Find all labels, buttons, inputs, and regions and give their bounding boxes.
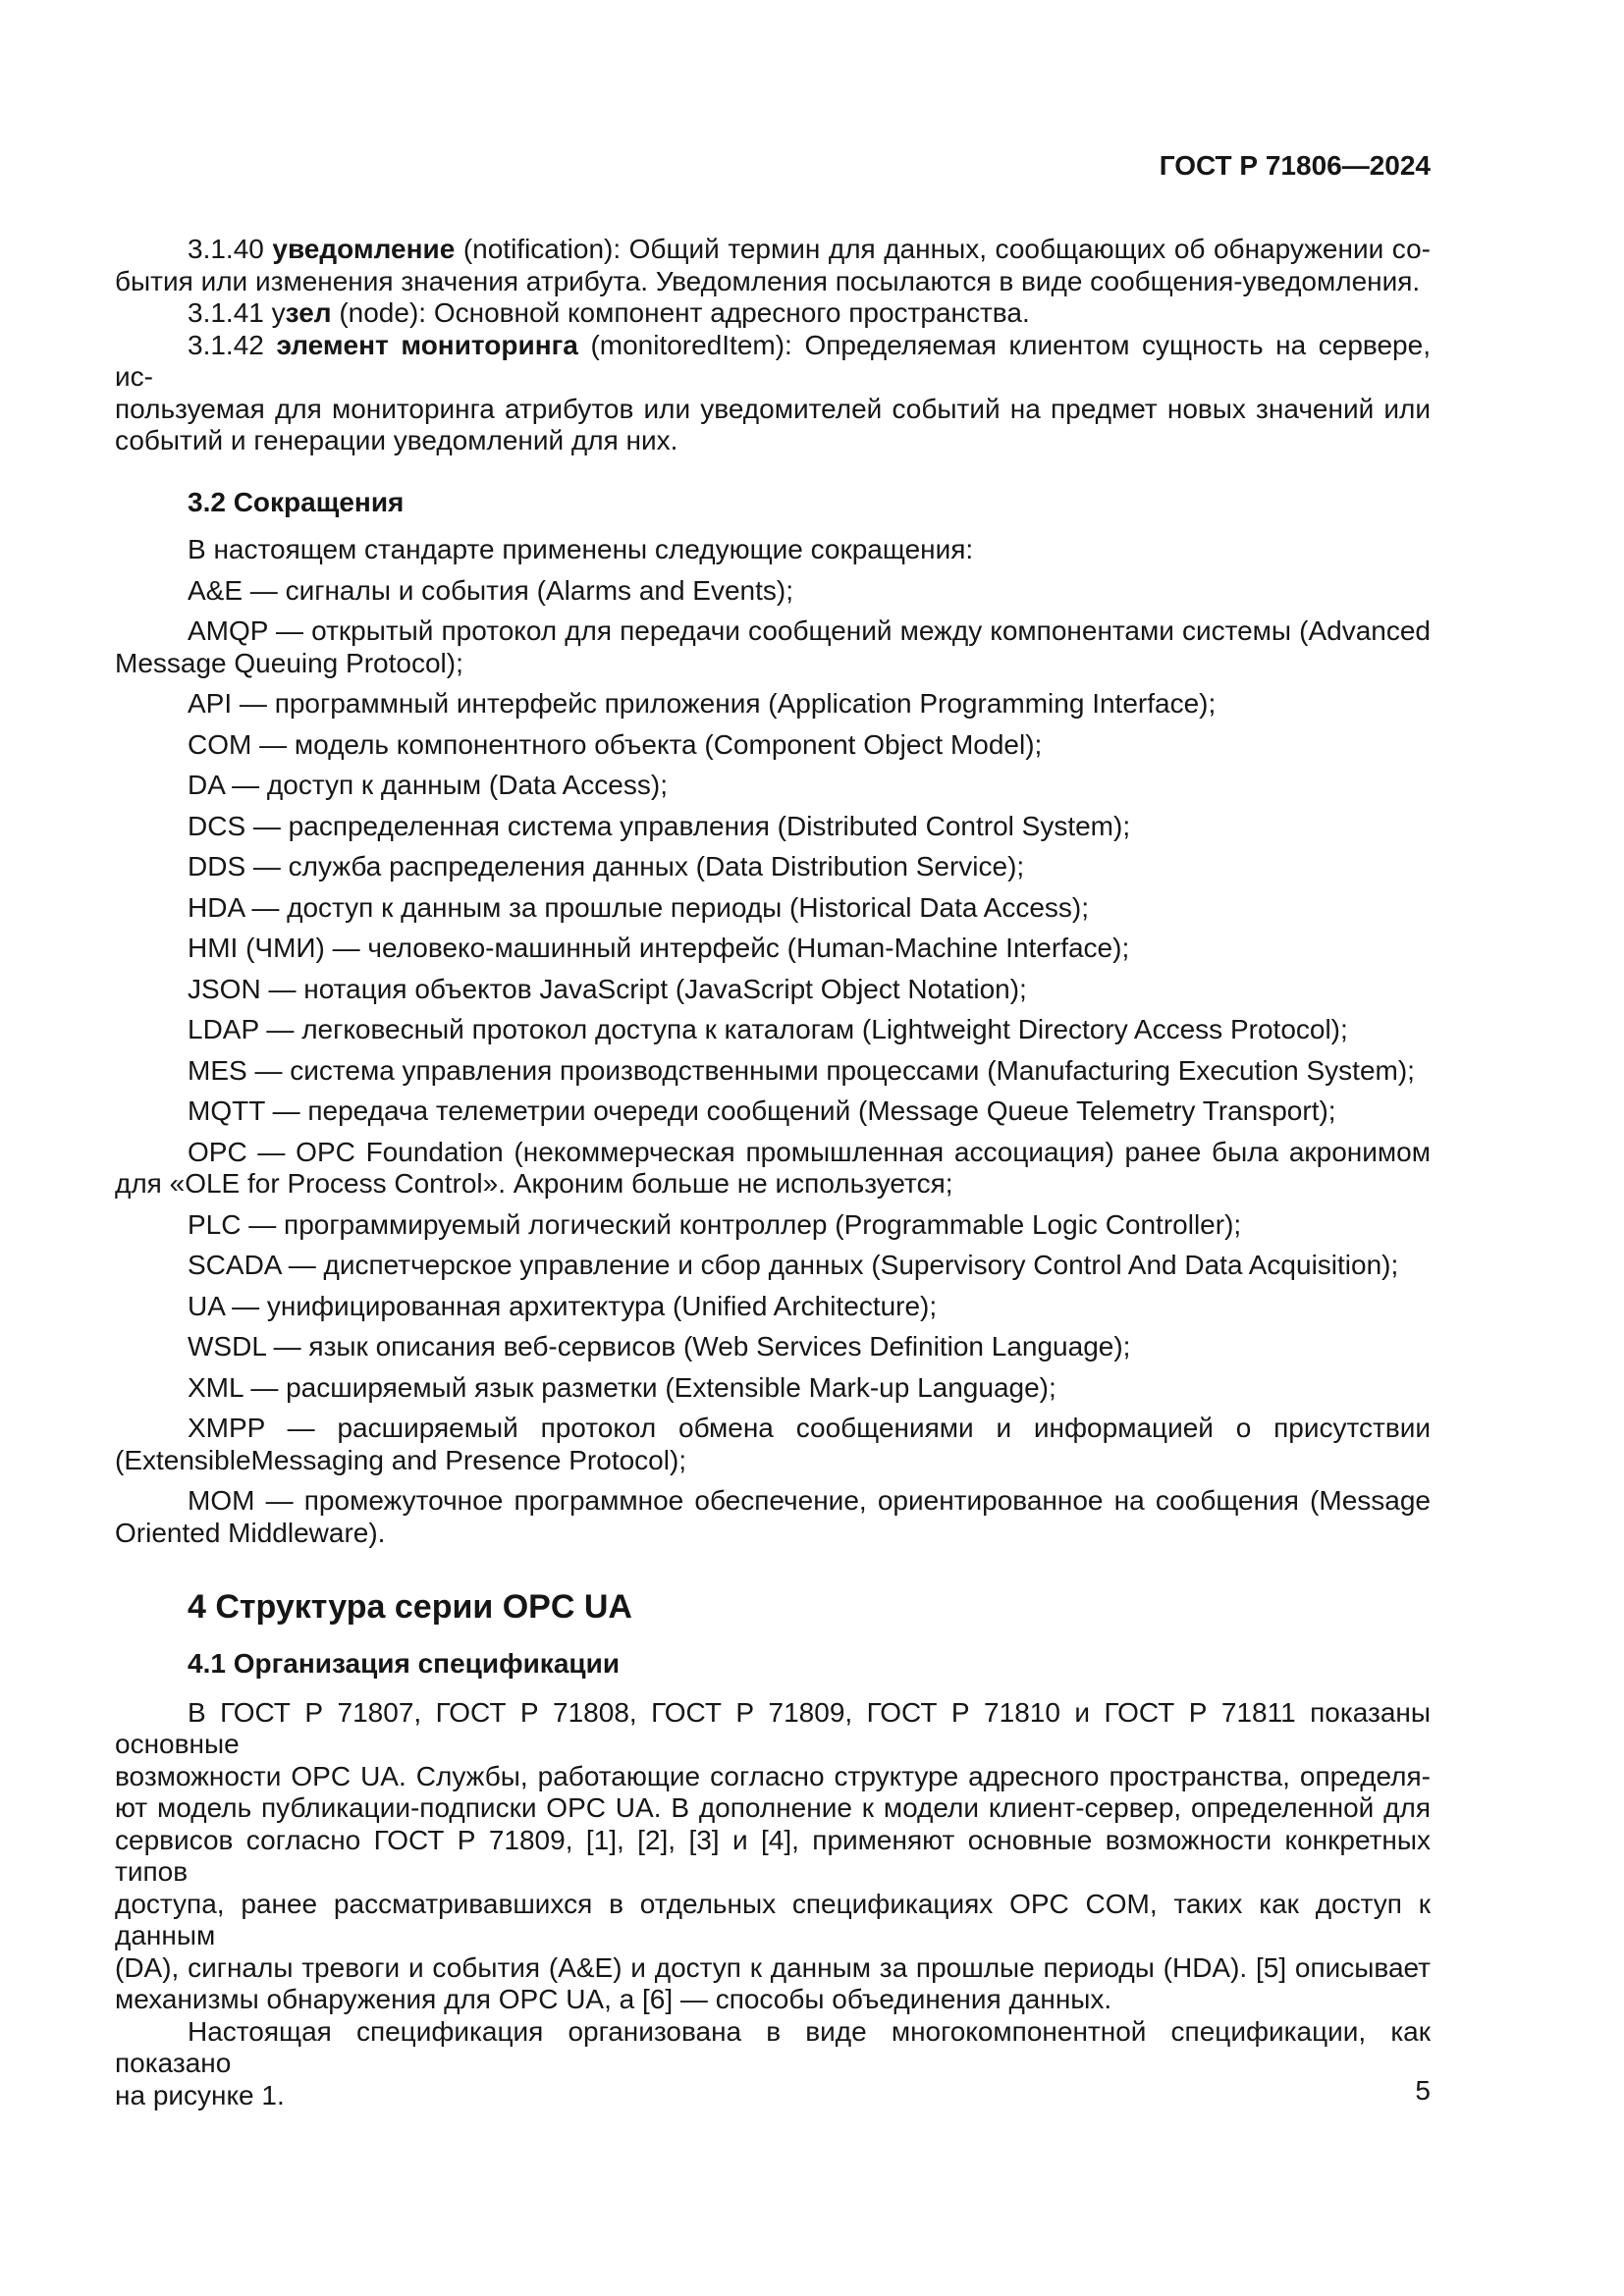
text-line: MES — система управления производственными процессами (Manufacturing Execution System);	[188, 1054, 1415, 1086]
text-line: DDS — служба распределения данных (Data Distribution Service);	[188, 851, 1025, 881]
text-line: MOM — промежуточное программное обеспечение, ориентированное на сообщения (Message	[188, 1485, 1431, 1516]
text-line: HDA — доступ к данным за прошлые периоды (Historical Data Access);	[188, 891, 1090, 923]
abbreviation-item-amqp	[115, 615, 1431, 679]
abbreviation-item-dcs	[115, 811, 1431, 843]
text-line: сервисов согласно ГОСТ Р 71809, [1], [2], [3] и [4], применяют основные возможности конкретных типов	[115, 1824, 1431, 1887]
abbreviation-item-xml	[115, 1372, 1431, 1405]
definition-3-1-42-monitored-item	[115, 330, 1431, 457]
text-line: ют модель публикации-подписки OPC UA. В дополнение к модели клиент-сервер, определенной для	[115, 1792, 1431, 1823]
abbreviation-item-scada	[115, 1250, 1431, 1282]
text-line: 3.1.41 узел (node): Основной компонент адресного пространства.	[188, 297, 1030, 328]
definition-3-1-40-notification	[115, 234, 1431, 297]
text-line: В настоящем стандарте применены следующие сокращения:	[188, 534, 974, 564]
text-line: (DA), сигналы тревоги и события (A&E) и доступ к данным за прошлые периоды (HDA). [5] описывает	[115, 1951, 1431, 1983]
text-line: DCS — распределенная система управления (Distributed Control System);	[188, 810, 1131, 841]
text-line: SCADA — диспетчерское управление и сбор данных (Supervisory Control And Data Acquisition);	[188, 1250, 1399, 1280]
text-line: Oriented Middleware).	[115, 1517, 386, 1548]
abbreviation-item-mom	[115, 1485, 1431, 1549]
abbreviation-item-mqtt	[115, 1095, 1431, 1128]
abbreviation-item-com	[115, 729, 1431, 762]
abbreviation-item-hda	[115, 892, 1431, 925]
text-line: UA — унифицированная архитектура (Unified Architecture);	[188, 1290, 938, 1321]
text-line: LDAP — легковесный протокол доступа к каталогам (Lightweight Directory Access Protocol);	[188, 1014, 1348, 1044]
text-line: возможности OPC UA. Службы, работающие согласно структуре адресного пространства, определя-	[115, 1760, 1431, 1791]
text-line: 3.1.40 уведомление (notification): Общий термин для данных, сообщающих об обнаружении со-	[188, 234, 1431, 264]
section-heading-4-opc-ua-series-structure: 4 Структура серии OPC UA	[188, 1588, 632, 1626]
text-line: API — программный интерфейс приложения (Application Programming Interface);	[188, 688, 1217, 719]
text-line: AMQP — открытый протокол для передачи сообщений между компонентами системы (Advanced	[188, 615, 1431, 646]
abbreviation-item-mes	[115, 1055, 1431, 1088]
abbreviation-item-hmi	[115, 933, 1431, 965]
text-line: PLC — программируемый логический контроллер (Programmable Logic Controller);	[188, 1208, 1242, 1240]
abbreviation-item-xmpp	[115, 1413, 1431, 1476]
text-line: OPC — OPC Foundation (некоммерческая промышленная ассоциация) ранее была акронимом	[188, 1136, 1431, 1167]
abbreviation-item-ldap	[115, 1014, 1431, 1046]
abbreviation-item-opc	[115, 1137, 1431, 1201]
section-heading-4-1-spec-organization: 4.1 Организация спецификации	[188, 1648, 621, 1679]
text-line: Message Queuing Protocol);	[115, 647, 463, 678]
text-line: на рисунке 1.	[115, 2079, 285, 2110]
text-line: XML — расширяемый язык разметки (Extensible Mark-up Language);	[188, 1371, 1056, 1403]
abbreviation-item-json	[115, 974, 1431, 1006]
abbreviation-item-dds	[115, 851, 1431, 883]
text-line: HMI (ЧМИ) — человеко-машинный интерфейс (Human-Machine Interface);	[188, 933, 1130, 963]
text-line: WSDL — язык описания веб-сервисов (Web Services Definition Language);	[188, 1331, 1131, 1362]
text-line: В ГОСТ Р 71807, ГОСТ Р 71808, ГОСТ Р 71809, ГОСТ Р 71810 и ГОСТ Р 71811 показаны основные	[115, 1696, 1431, 1759]
text-line: COM — модель компонентного объекта (Component Object Model);	[188, 728, 1043, 760]
text-line: доступа, ранее рассматривавшихся в отдельных спецификациях OPC COM, таких как доступ к данным	[115, 1888, 1431, 1950]
paragraph-spec-organization	[115, 1697, 1431, 2016]
page-content	[115, 234, 1431, 2111]
definition-3-1-41-node	[115, 297, 1431, 330]
section-heading-3-2-abbreviations: 3.2 Сокращения	[188, 486, 405, 517]
abbreviation-item-wsdl	[115, 1331, 1431, 1363]
abbreviation-item-da	[115, 770, 1431, 802]
text-line: XMPP — расширяемый протокол обмена сообщениями и информацией о присутствии	[188, 1413, 1431, 1443]
text-line: MQTT — передача телеметрии очереди сообщений (Message Queue Telemetry Transport);	[188, 1095, 1336, 1126]
abbreviation-item-api	[115, 688, 1431, 721]
text-line: JSON — нотация объектов JavaScript (JavaScript Object Notation);	[188, 973, 1027, 1004]
text-line: (ExtensibleMessaging and Presence Protocol);	[115, 1444, 687, 1475]
text-line: пользуемая для мониторинга атрибутов или уведомителей событий на предмет новых значений или	[115, 393, 1431, 424]
text-line: A&E — сигналы и события (Alarms and Events);	[188, 574, 794, 606]
text-line: бытия или изменения значения атрибута. Уведомления посылаются в виде сообщения-уведомления.	[115, 265, 1421, 296]
text-line: событий и генерации уведомлений для них.	[115, 425, 678, 455]
text-line: механизмы обнаружения для OPC UA, а [6] — способы объединения данных.	[115, 1984, 1112, 2014]
text-line: DA — доступ к данным (Data Access);	[188, 770, 668, 800]
abbreviations-intro	[115, 534, 1431, 566]
abbreviation-item-ae	[115, 575, 1431, 608]
text-line: для «OLE for Process Control». Акроним больше не используется;	[115, 1168, 953, 1199]
page-number: 5	[1415, 2075, 1431, 2106]
text-line: Настоящая спецификация организована в виде многокомпонентной спецификации, как показано	[115, 2015, 1431, 2078]
abbreviation-item-plc	[115, 1209, 1431, 1242]
running-header-doc-code: ГОСТ Р 71806—2024	[1159, 150, 1431, 181]
abbreviation-item-ua	[115, 1291, 1431, 1323]
text-line: 3.1.42 элемент мониторинга (monitoredItem): Определяемая клиентом сущность на сервере, ис-	[115, 329, 1431, 392]
